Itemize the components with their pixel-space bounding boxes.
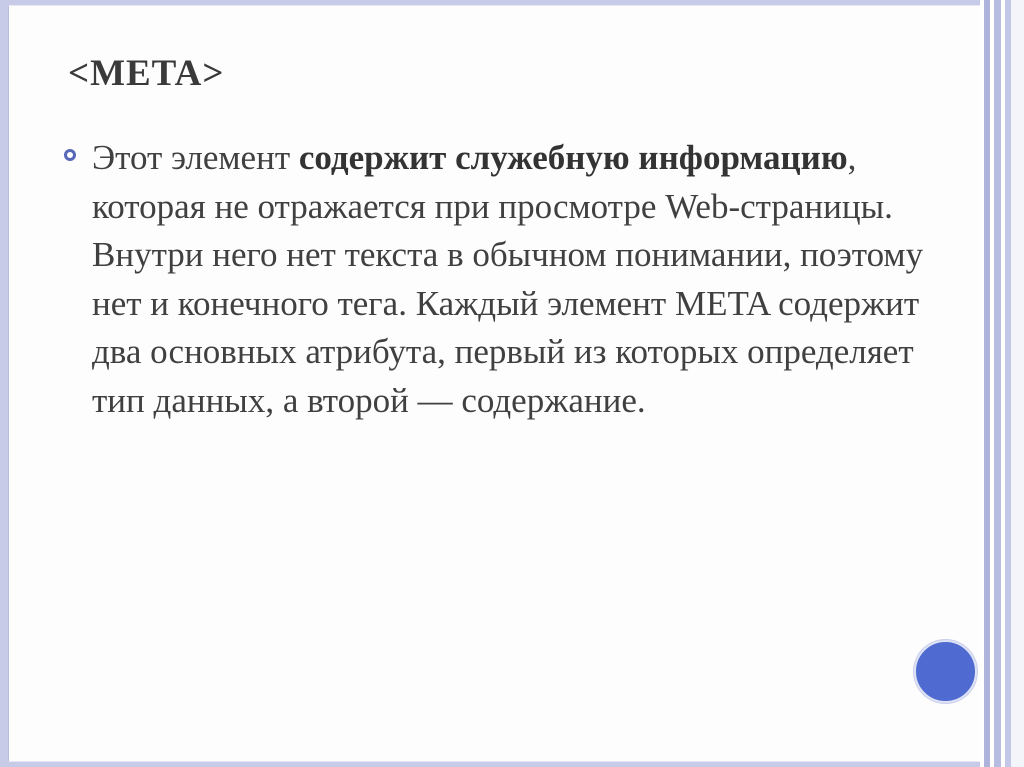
bullet-paragraph — [92, 134, 962, 425]
ring-bullet-icon — [64, 149, 76, 161]
right-border-stripe — [1011, 0, 1024, 767]
bullet-text-bold: содержит служебную информацию — [298, 138, 848, 177]
blue-circle-icon — [914, 640, 977, 703]
right-border-stripe — [994, 0, 1001, 767]
slide-title: <META> — [68, 53, 225, 94]
bullet-text-start: Этот элемент — [92, 138, 299, 177]
bullet-text-end: , которая не отражается при просмотре Web-страницы. Внутри него нет текста в обычном понимании, поэтому нет и конечного тега. Каждый элемент META содержит два основных атрибута, первый из которых определяет тип данных, а второй — содержание. — [92, 138, 924, 420]
